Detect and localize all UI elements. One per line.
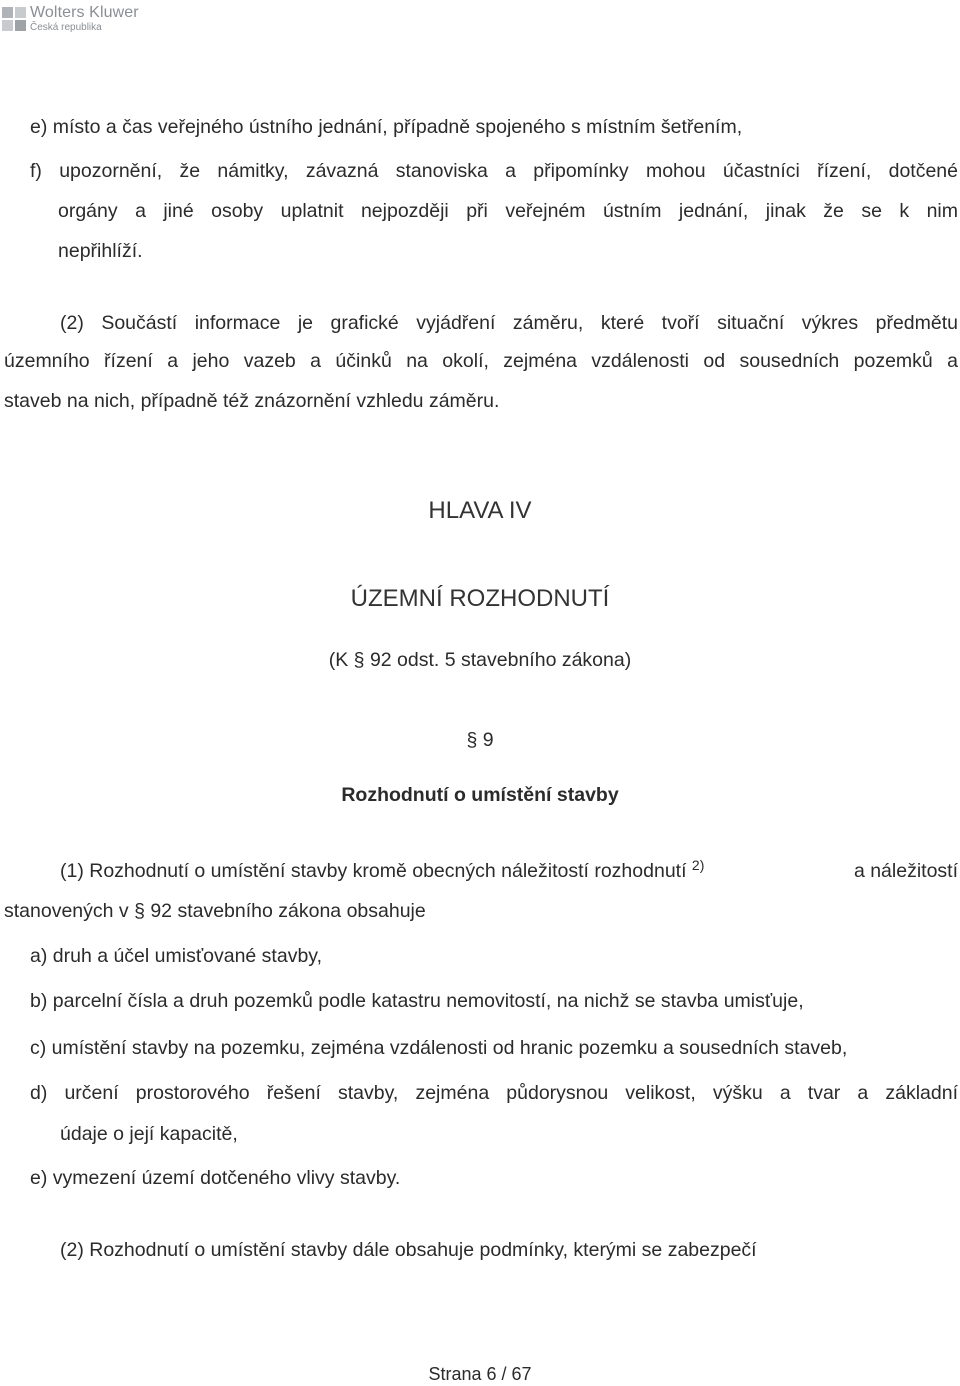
list-item-f-line3: nepřihlíží. [58,240,143,262]
list-item-e: e) místo a čas veřejného ústního jednání, případně spojeného s místním šetřením, [30,116,743,138]
publisher-logo [2,2,139,36]
chapter-title: ÚZEMNÍ ROZHODNUTÍ [350,585,610,612]
section-paragraph-1-start: (1) Rozhodnutí o umístění stavby kromě obecných náležitostí rozhodnutí $^{2)}$ [60,857,705,882]
section-paragraph-1-end: a náležitostí [853,860,958,882]
page-number: Strana 6 / 67 [428,1364,532,1384]
chapter-number: HLAVA IV [428,497,532,524]
list-item-a: a) druh a účel umisťované stavby, [30,945,323,967]
list-item-c: c) umístění stavby na pozemku, zejména vzdálenosti od hranic pozemku a sousedních staveb, [30,1037,848,1059]
wolters-kluwer-logo-icon [2,7,26,31]
brand-subtitle: Česká republika [30,22,102,33]
section-paragraph-2: (2) Rozhodnutí o umístění stavby dále obsahuje podmínky, kterými se zabezpečí [60,1239,757,1261]
paragraph-2-line1: (2) Součástí informace je grafické vyjádření záměru, které tvoří situační výkres předmětu [60,312,958,334]
section-mark: § 9 [466,729,494,751]
section-paragraph-1-line1 [60,858,958,884]
chapter-reference: (K § 92 odst. 5 stavebního zákona) [328,649,632,671]
list-item-f-line2: orgány a jiné osoby uplatnit nejpozději při veřejném ústním jednání, jinak že se k nim [58,200,958,222]
list-item-f-line1: f) upozornění, že námitky, závazná stanoviska a připomínky mohou účastníci řízení, dotčené [30,160,958,182]
list-item-e2: e) vymezení území dotčeného vlivy stavby. [30,1167,401,1189]
list-item-b: b) parcelní čísla a druh pozemků podle katastru nemovitostí, na nichž se stavba umisťuje, [30,990,804,1012]
paragraph-2-line3: staveb na nich, případně též znázornění vzhledu záměru. [4,390,500,412]
section-paragraph-1-line2: stanovených v § 92 stavebního zákona obsahuje [4,900,426,922]
footnote-reference[interactable]: 2) [691,857,705,873]
paragraph-2-line2: územního řízení a jeho vazeb a účinků na okolí, zejména vzdálenosti od sousedních pozemků a [4,350,958,372]
list-item-d-line2: údaje o její kapacitě, [60,1123,238,1145]
brand-name: Wolters Kluwer [30,4,139,21]
list-item-d-line1: d) určení prostorového řešení stavby, zejména půdorysnou velikost, výšku a tvar a základní [30,1082,958,1104]
section-title: Rozhodnutí o umístění stavby [341,784,619,806]
